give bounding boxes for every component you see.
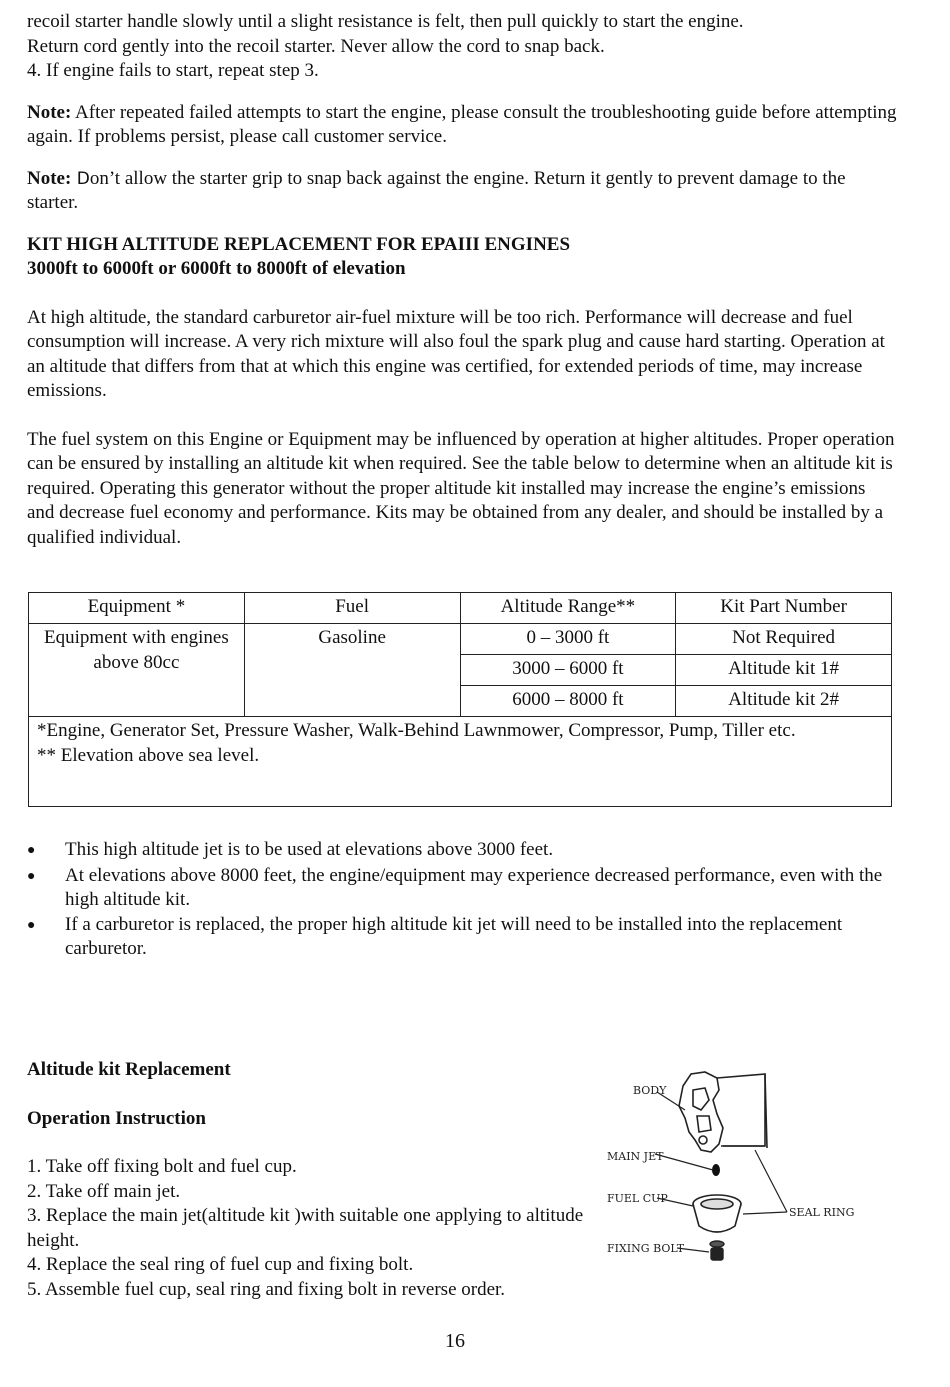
- intro-line: recoil starter handle slowly until a slight resistance is felt, then pull quickly to start the engine.: [27, 11, 744, 32]
- note-lead: D: [71, 168, 90, 189]
- table-row: [29, 624, 892, 655]
- document-page: [27, 10, 897, 550]
- kit-part-cell: Altitude kit 2#: [676, 686, 892, 717]
- instruction-step: 3. Replace the main jet(altitude kit )with suitable one applying to altitude height.: [27, 1205, 584, 1251]
- intro-line: Return cord gently into the recoil starter. Never allow the cord to snap back.: [27, 35, 605, 57]
- table-footnote-row: [29, 717, 892, 807]
- carburetor-diagram: [605, 1066, 855, 1268]
- note-label: Note:: [27, 167, 72, 189]
- intro-text: [27, 10, 897, 84]
- section-subtitle: 3000ft to 6000ft or 6000ft to 8000ft of elevation: [27, 258, 406, 279]
- table-header-row: [29, 593, 892, 624]
- body-paragraph: At high altitude, the standard carburetor air-fuel mixture will be too rich. Performance will decrease and fuel consumption will increase. A very rich mixture will also foul the spark plug and cause hard starting. Operation at an altitude that differs from that at which this engine was certified, for extended periods of time, may increase emissions.: [27, 306, 885, 401]
- label-fuel-cup: FUEL CUP: [607, 1192, 668, 1205]
- body-paragraph: The fuel system on this Engine or Equipment may be influenced by operation at higher altitudes. Proper operation can be ensured by installing an altitude kit when required. See the table below to determine when an altitude kit is required. Operating this generator without the proper altitude kit installed may increase the engine’s emissions and decrease fuel economy and performance. Kits may be obtained from any dealer, and should be installed by a qualified individual.: [27, 428, 895, 548]
- page-number: 16: [445, 1330, 465, 1352]
- footnote-elevation: ** Elevation above sea level.: [37, 744, 260, 766]
- note-text: After repeated failed attempts to start the engine, please consult the troubleshooting guide before attempting again. If problems persist, please call customer service.: [27, 101, 897, 147]
- footnote-equipment: *Engine, Generator Set, Pressure Washer, Walk-Behind Lawnmower, Compressor, Pump, Tiller etc.: [37, 720, 796, 741]
- bullet-text: This high altitude jet is to be used at elevations above 3000 feet.: [65, 839, 554, 860]
- bullet-icon: ●: [27, 917, 36, 933]
- fixing-bolt-shape: [710, 1241, 724, 1260]
- bullet-list: [27, 838, 887, 962]
- fuel-cup-shape: [693, 1195, 741, 1232]
- table-header-cell: Fuel: [244, 593, 460, 624]
- section-heading: [27, 233, 897, 282]
- instruction-step: 1. Take off fixing bolt and fuel cup.: [27, 1156, 297, 1177]
- instructions-subtitle: Operation Instruction: [27, 1107, 206, 1129]
- label-main-jet: MAIN JET: [607, 1150, 664, 1163]
- label-seal-ring: SEAL RING: [789, 1206, 855, 1219]
- label-body: BODY: [633, 1084, 667, 1097]
- bullet-text: If a carburetor is replaced, the proper high altitude kit jet will need to be installed into the replacement carburetor.: [65, 913, 843, 959]
- table-header-cell: Kit Part Number: [676, 593, 892, 624]
- bullet-icon: ●: [27, 843, 36, 858]
- altitude-kit-table: [28, 592, 892, 807]
- note-label: Note:: [27, 101, 72, 123]
- instructions-title: Altitude kit Replacement: [27, 1059, 231, 1080]
- note-text: on’t allow the starter grip to snap back against the engine. Return it gently to prevent damage to the starter.: [27, 167, 846, 213]
- equipment-cell: Equipment with engines above 80cc: [29, 624, 245, 717]
- note-paragraph: [27, 101, 897, 150]
- kit-part-cell: Altitude kit 1#: [676, 655, 892, 686]
- list-item: [27, 864, 887, 913]
- list-item: [27, 838, 887, 864]
- bullet-icon: ●: [27, 868, 36, 884]
- table-footnote: [29, 717, 892, 807]
- carburetor-diagram-svg: [605, 1066, 855, 1268]
- altitude-range-cell: 3000 – 6000 ft: [460, 655, 676, 686]
- kit-part-cell: Not Required: [676, 624, 892, 655]
- list-item: [27, 913, 887, 962]
- instruction-step: 2. Take off main jet.: [27, 1180, 181, 1202]
- altitude-range-cell: 6000 – 8000 ft: [460, 686, 676, 717]
- table-header-cell: Equipment *: [29, 593, 245, 624]
- fuel-cell: Gasoline: [244, 624, 460, 717]
- note-paragraph: [27, 167, 897, 216]
- instruction-step: 4. Replace the seal ring of fuel cup and fixing bolt.: [27, 1254, 414, 1275]
- main-jet-shape: [712, 1164, 720, 1176]
- section-title: KIT HIGH ALTITUDE REPLACEMENT FOR EPAIII ENGINES: [27, 233, 571, 255]
- label-fixing-bolt: FIXING BOLT: [607, 1242, 685, 1255]
- bullet-text: At elevations above 8000 feet, the engine/equipment may experience decreased performance, even with the high altitude kit.: [65, 864, 883, 910]
- altitude-range-cell: 0 – 3000 ft: [460, 624, 676, 655]
- table-header-cell: Altitude Range**: [460, 593, 676, 624]
- instruction-step: 5. Assemble fuel cup, seal ring and fixing bolt in reverse order.: [27, 1278, 506, 1300]
- altitude-kit-instructions: [27, 1058, 597, 1302]
- intro-line: 4. If engine fails to start, repeat step 3.: [27, 60, 319, 81]
